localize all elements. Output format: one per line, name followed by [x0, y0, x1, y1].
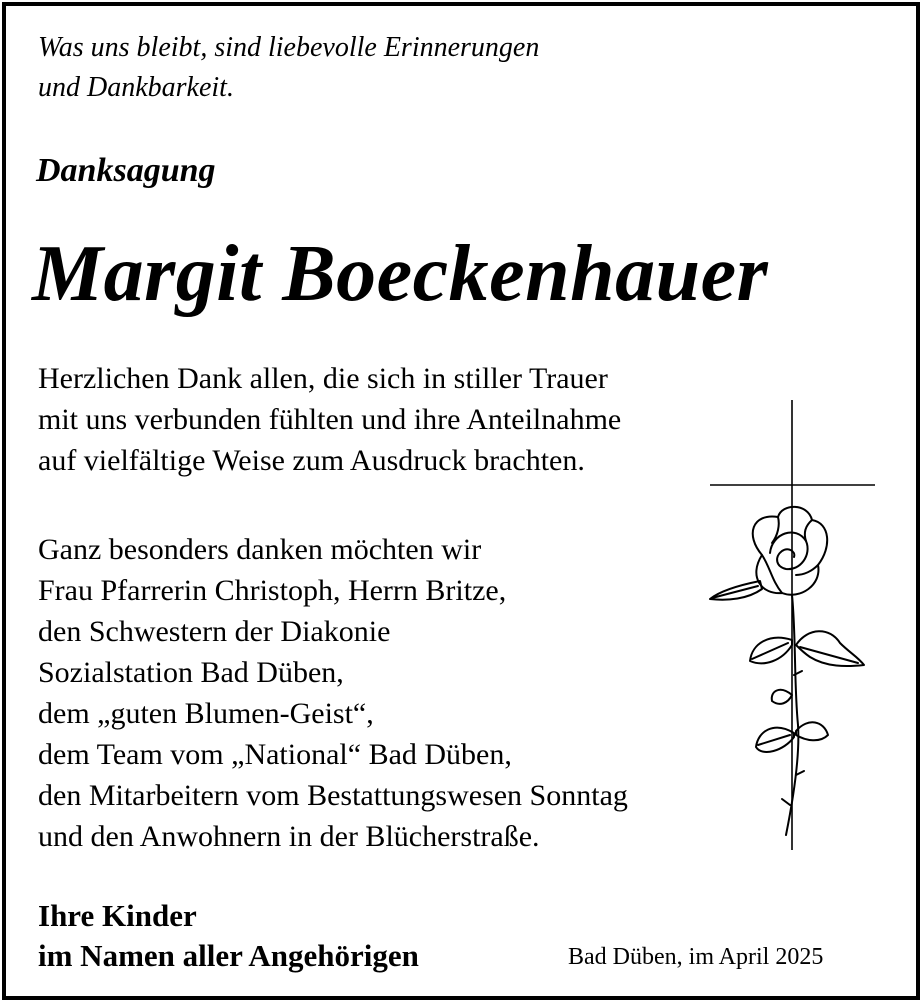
paragraph1-line: mit uns verbunden fühlten und ihre Anteilnahme	[38, 403, 622, 436]
heading: Danksagung	[36, 152, 216, 189]
signature-line-1: Ihre Kinder	[38, 898, 197, 933]
motto-line-1: Was uns bleibt, sind liebevolle Erinnerungen	[38, 32, 540, 63]
place-date: Bad Düben, im April 2025	[568, 944, 824, 970]
paragraph2-line: dem „guten Blumen-Geist“,	[38, 697, 374, 730]
paragraph1-line: auf vielfältige Weise zum Ausdruck brachten.	[38, 444, 585, 477]
rose-icon	[710, 507, 864, 835]
paragraph2-line: den Schwestern der Diakonie	[38, 615, 391, 648]
paragraph2-line: und den Anwohnern in der Blücherstraße.	[38, 820, 540, 853]
paragraph2-line: Frau Pfarrerin Christoph, Herrn Britze,	[38, 574, 507, 607]
paragraph1-line: Herzlichen Dank allen, die sich in stiller Trauer	[38, 362, 608, 395]
paragraph2-line: dem Team vom „National“ Bad Düben,	[38, 738, 512, 771]
cross-icon	[700, 395, 880, 855]
paragraph2-line: Ganz besonders danken möchten wir	[38, 533, 482, 566]
paragraph2-line: Sozialstation Bad Düben,	[38, 656, 344, 689]
signature-line-2: im Namen aller Angehörigen	[38, 938, 419, 973]
deceased-name: Margit Boeckenhauer	[32, 230, 769, 318]
motto-line-2: und Dankbarkeit.	[38, 72, 234, 103]
paragraph2-line: den Mitarbeitern vom Bestattungswesen Sonntag	[38, 779, 628, 812]
